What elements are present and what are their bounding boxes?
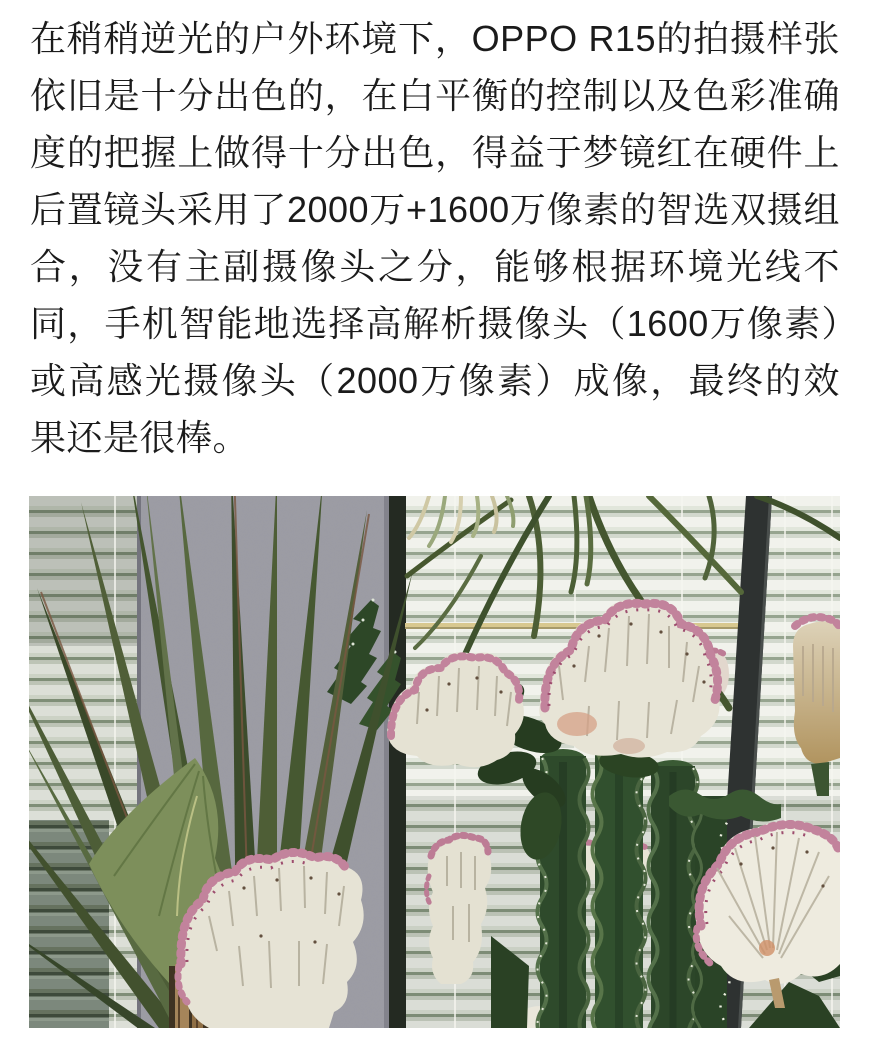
sample-photo[interactable] — [29, 496, 840, 1028]
article-page — [0, 10, 870, 1028]
body-paragraph: 在稍稍逆光的户外环境下，OPPO R15的拍摄样张依旧是十分出色的，在白平衡的控制以及色彩准确度的把握上做得十分出色，得益于梦镜红在硬件上后置镜头采用了2000万+1600万像素的智选双摄组合，没有主副摄像头之分，能够根据环境光线不同，手机智能地选择高解析摄像头（1600万像素）或高感光摄像头（2000万像素）成像，最终的效果还是很棒。 — [30, 18, 840, 458]
window-frame-bar-left — [389, 496, 406, 1028]
sample-photo-canvas — [29, 496, 840, 1028]
